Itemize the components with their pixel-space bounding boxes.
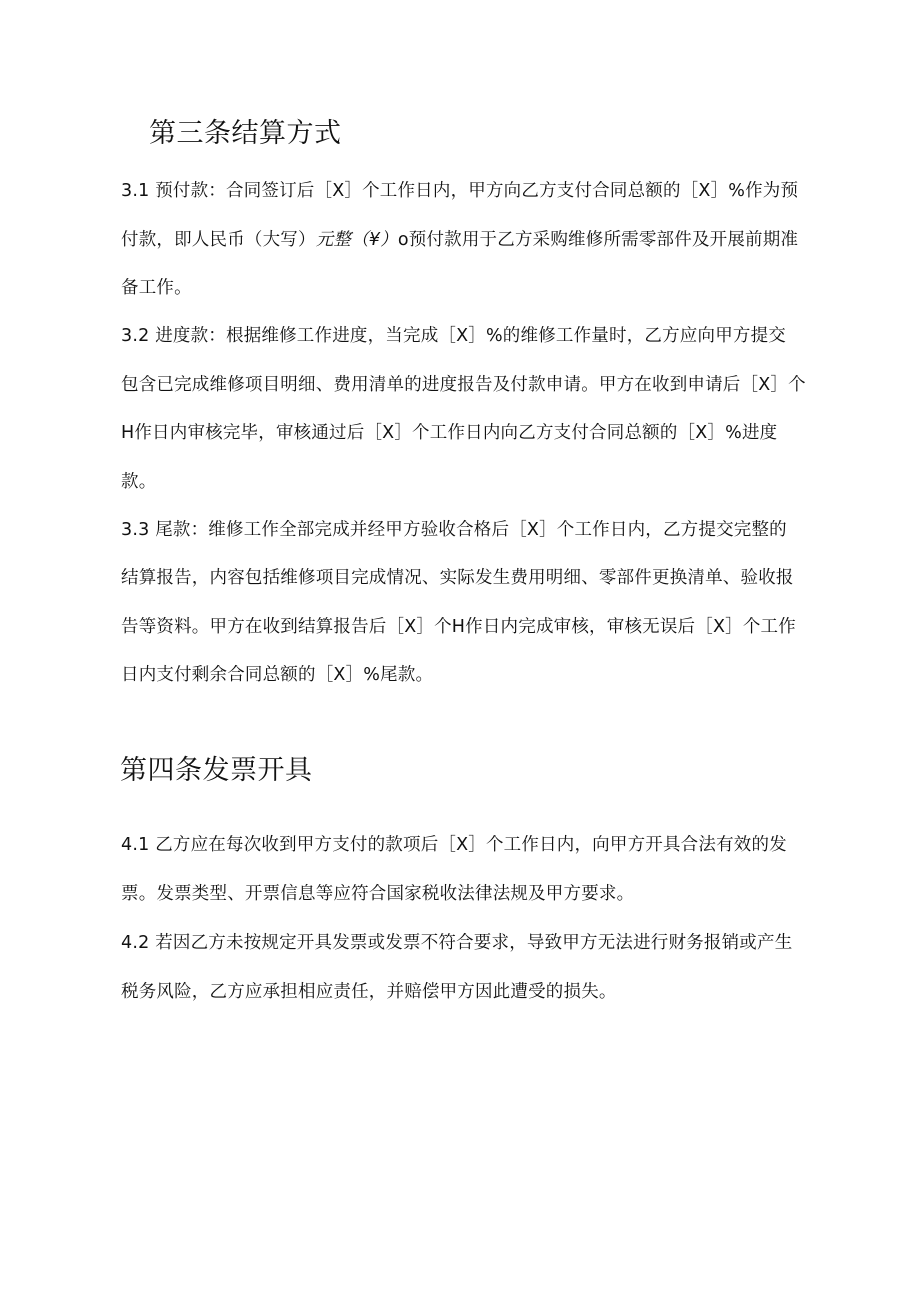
section-4-line-4: 税务风险，乙方应承担相应责任，并赔偿甲方因此遭受的损失。 [121,982,617,1002]
section-3-line-2-part-b: o预付款用于乙方采购维修所需零部件及开展前期准 [397,230,799,250]
section-3-title: 第三条结算方式 [149,118,342,149]
section-3-line-2 [121,232,798,250]
section-3-line-2-italic: 元整（¥） [315,230,398,250]
section-3-line-6: H作日内审核完毕，审核通过后［X］个工作日内向乙方支付合同总额的［X］%进度 [121,423,778,443]
section-3-line-1: 3.1 预付款：合同签订后［X］个工作日内，甲方向乙方支付合同总额的［X］%作为预 [121,181,799,201]
section-3-line-8: 3.3 尾款：维修工作全部完成并经甲方验收合格后［X］个工作日内，乙方提交完整的 [121,520,787,540]
section-3-line-2-part-a: 付款，即人民币（大写） [121,230,316,250]
section-3-line-9: 结算报告，内容包括维修项目完成情况、实际发生费用明细、零部件更换清单、验收报 [121,568,794,588]
section-3-line-5: 包含已完成维修项目明细、费用清单的进度报告及付款申请。甲方在收到申请后［X］个 [121,375,806,395]
section-3-line-10: 告等资料。甲方在收到结算报告后［X］个H作日内完成审核，审核无误后［X］个工作 [121,617,796,637]
section-3-line-11: 日内支付剩余合同总额的［X］%尾款。 [121,665,434,685]
section-4-line-3: 4.2 若因乙方未按规定开具发票或发票不符合要求，导致甲方无法进行财务报销或产生 [121,933,793,953]
section-4-title: 第四条发票开具 [120,755,313,786]
section-3-line-7: 款。 [121,472,157,492]
section-4-line-2: 票。发票类型、开票信息等应符合国家税收法律法规及甲方要求。 [121,884,635,904]
section-3-line-3: 备工作。 [121,278,192,298]
section-4-line-1: 4.1 乙方应在每次收到甲方支付的款项后［X］个工作日内，向甲方开具合法有效的发 [121,835,787,855]
section-3-line-4: 3.2 进度款：根据维修工作进度，当完成［X］%的维修工作量时，乙方应向甲方提交 [121,326,787,346]
